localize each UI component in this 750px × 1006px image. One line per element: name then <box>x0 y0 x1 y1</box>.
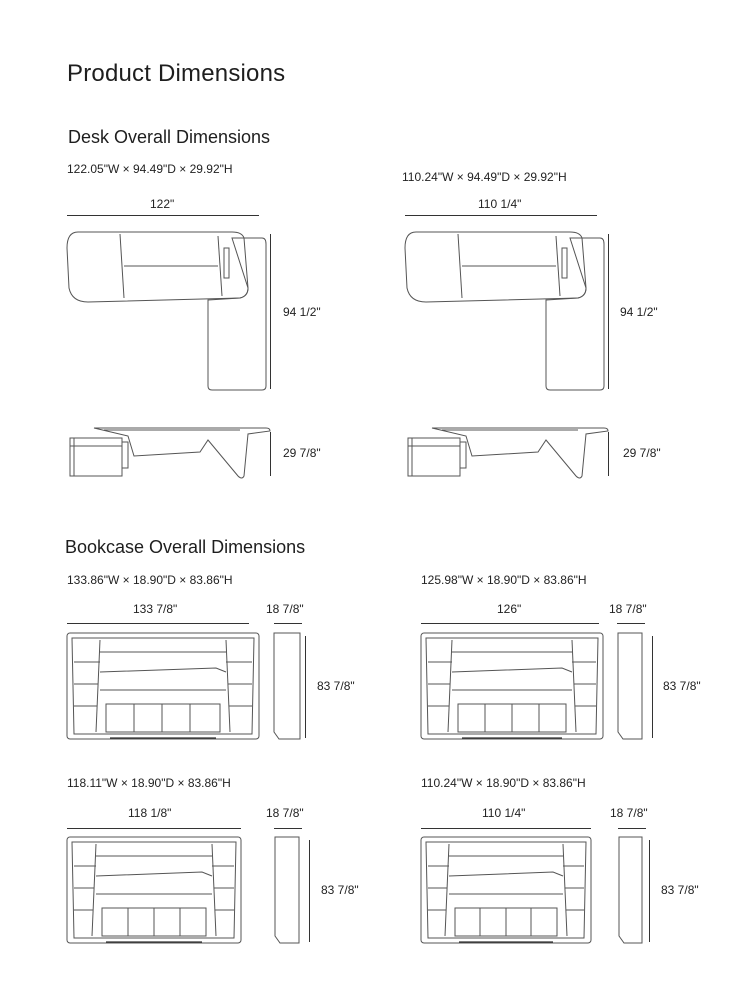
bookcase-4-spec: 110.24"W × 18.90"D × 83.86"H <box>421 776 586 790</box>
bookcase-3-depth-label: 18 7/8" <box>266 806 304 820</box>
bookcase-3-height-label: 83 7/8" <box>321 883 359 897</box>
desk-2-width-label: 110 1/4" <box>478 197 522 211</box>
bookcase-4-height-line <box>649 840 650 942</box>
desk-2-side-view <box>402 426 610 482</box>
desk-2-top-view <box>402 226 610 394</box>
bookcase-1-spec: 133.86"W × 18.90"D × 83.86"H <box>67 573 233 587</box>
desk-1-top-view <box>64 226 272 394</box>
bookcase-2-depth-line <box>617 623 645 624</box>
bookcase-1-width-line <box>67 623 249 624</box>
bookcase-3-width-line <box>67 828 241 829</box>
bookcase-3-front-view <box>66 836 246 946</box>
bookcase-2-front-view <box>420 632 606 742</box>
desk-1-spec: 122.05"W × 94.49"D × 29.92"H <box>67 162 233 176</box>
bookcase-2-spec: 125.98"W × 18.90"D × 83.86"H <box>421 573 587 587</box>
page-title: Product Dimensions <box>67 60 286 87</box>
desk-2-height-label: 29 7/8" <box>623 446 661 460</box>
bookcase-1-width-label: 133 7/8" <box>133 602 178 616</box>
bookcase-2-depth-label: 18 7/8" <box>609 602 647 616</box>
bookcase-3-width-label: 118 1/8" <box>128 806 172 820</box>
bookcase-4-front-view <box>420 836 596 946</box>
bookcase-2-side-view <box>617 632 647 742</box>
bookcase-1-height-line <box>305 636 306 738</box>
bookcase-4-width-line <box>421 828 591 829</box>
bookcase-3-height-line <box>309 840 310 942</box>
bookcase-4-depth-line <box>618 828 646 829</box>
bookcase-3-spec: 118.11"W × 18.90"D × 83.86"H <box>67 776 231 790</box>
bookcase-1-side-view <box>273 632 303 742</box>
bookcase-3-side-view <box>274 836 304 946</box>
desk-1-width-line <box>67 215 259 216</box>
desk-section-title: Desk Overall Dimensions <box>68 127 271 147</box>
bookcase-2-height-line <box>652 636 653 738</box>
desk-2-depth-label: 94 1/2" <box>620 305 658 319</box>
desk-1-height-label: 29 7/8" <box>283 446 321 460</box>
desk-1-height-line <box>270 432 271 476</box>
bookcase-4-side-view <box>618 836 648 946</box>
bookcase-2-width-label: 126" <box>497 602 522 616</box>
bookcase-1-front-view <box>66 632 262 742</box>
bookcase-4-depth-label: 18 7/8" <box>610 806 648 820</box>
desk-2-spec: 110.24"W × 94.49"D × 29.92"H <box>402 170 567 184</box>
bookcase-4-width-label: 110 1/4" <box>482 806 526 820</box>
bookcase-4-height-label: 83 7/8" <box>661 883 699 897</box>
desk-2-depth-line <box>608 234 609 389</box>
bookcase-section-title: Bookcase Overall Dimensions <box>65 537 306 557</box>
bookcase-3-depth-line <box>274 828 302 829</box>
desk-2-width-line <box>405 215 597 216</box>
desk-1-width-label: 122" <box>150 197 175 211</box>
desk-1-side-view <box>64 426 272 482</box>
bookcase-2-height-label: 83 7/8" <box>663 679 701 693</box>
desk-1-depth-line <box>270 234 271 389</box>
desk-2-height-line <box>608 432 609 476</box>
bookcase-1-height-label: 83 7/8" <box>317 679 355 693</box>
bookcase-2-width-line <box>421 623 599 624</box>
bookcase-1-depth-label: 18 7/8" <box>266 602 304 616</box>
bookcase-1-depth-line <box>274 623 302 624</box>
desk-1-depth-label: 94 1/2" <box>283 305 321 319</box>
